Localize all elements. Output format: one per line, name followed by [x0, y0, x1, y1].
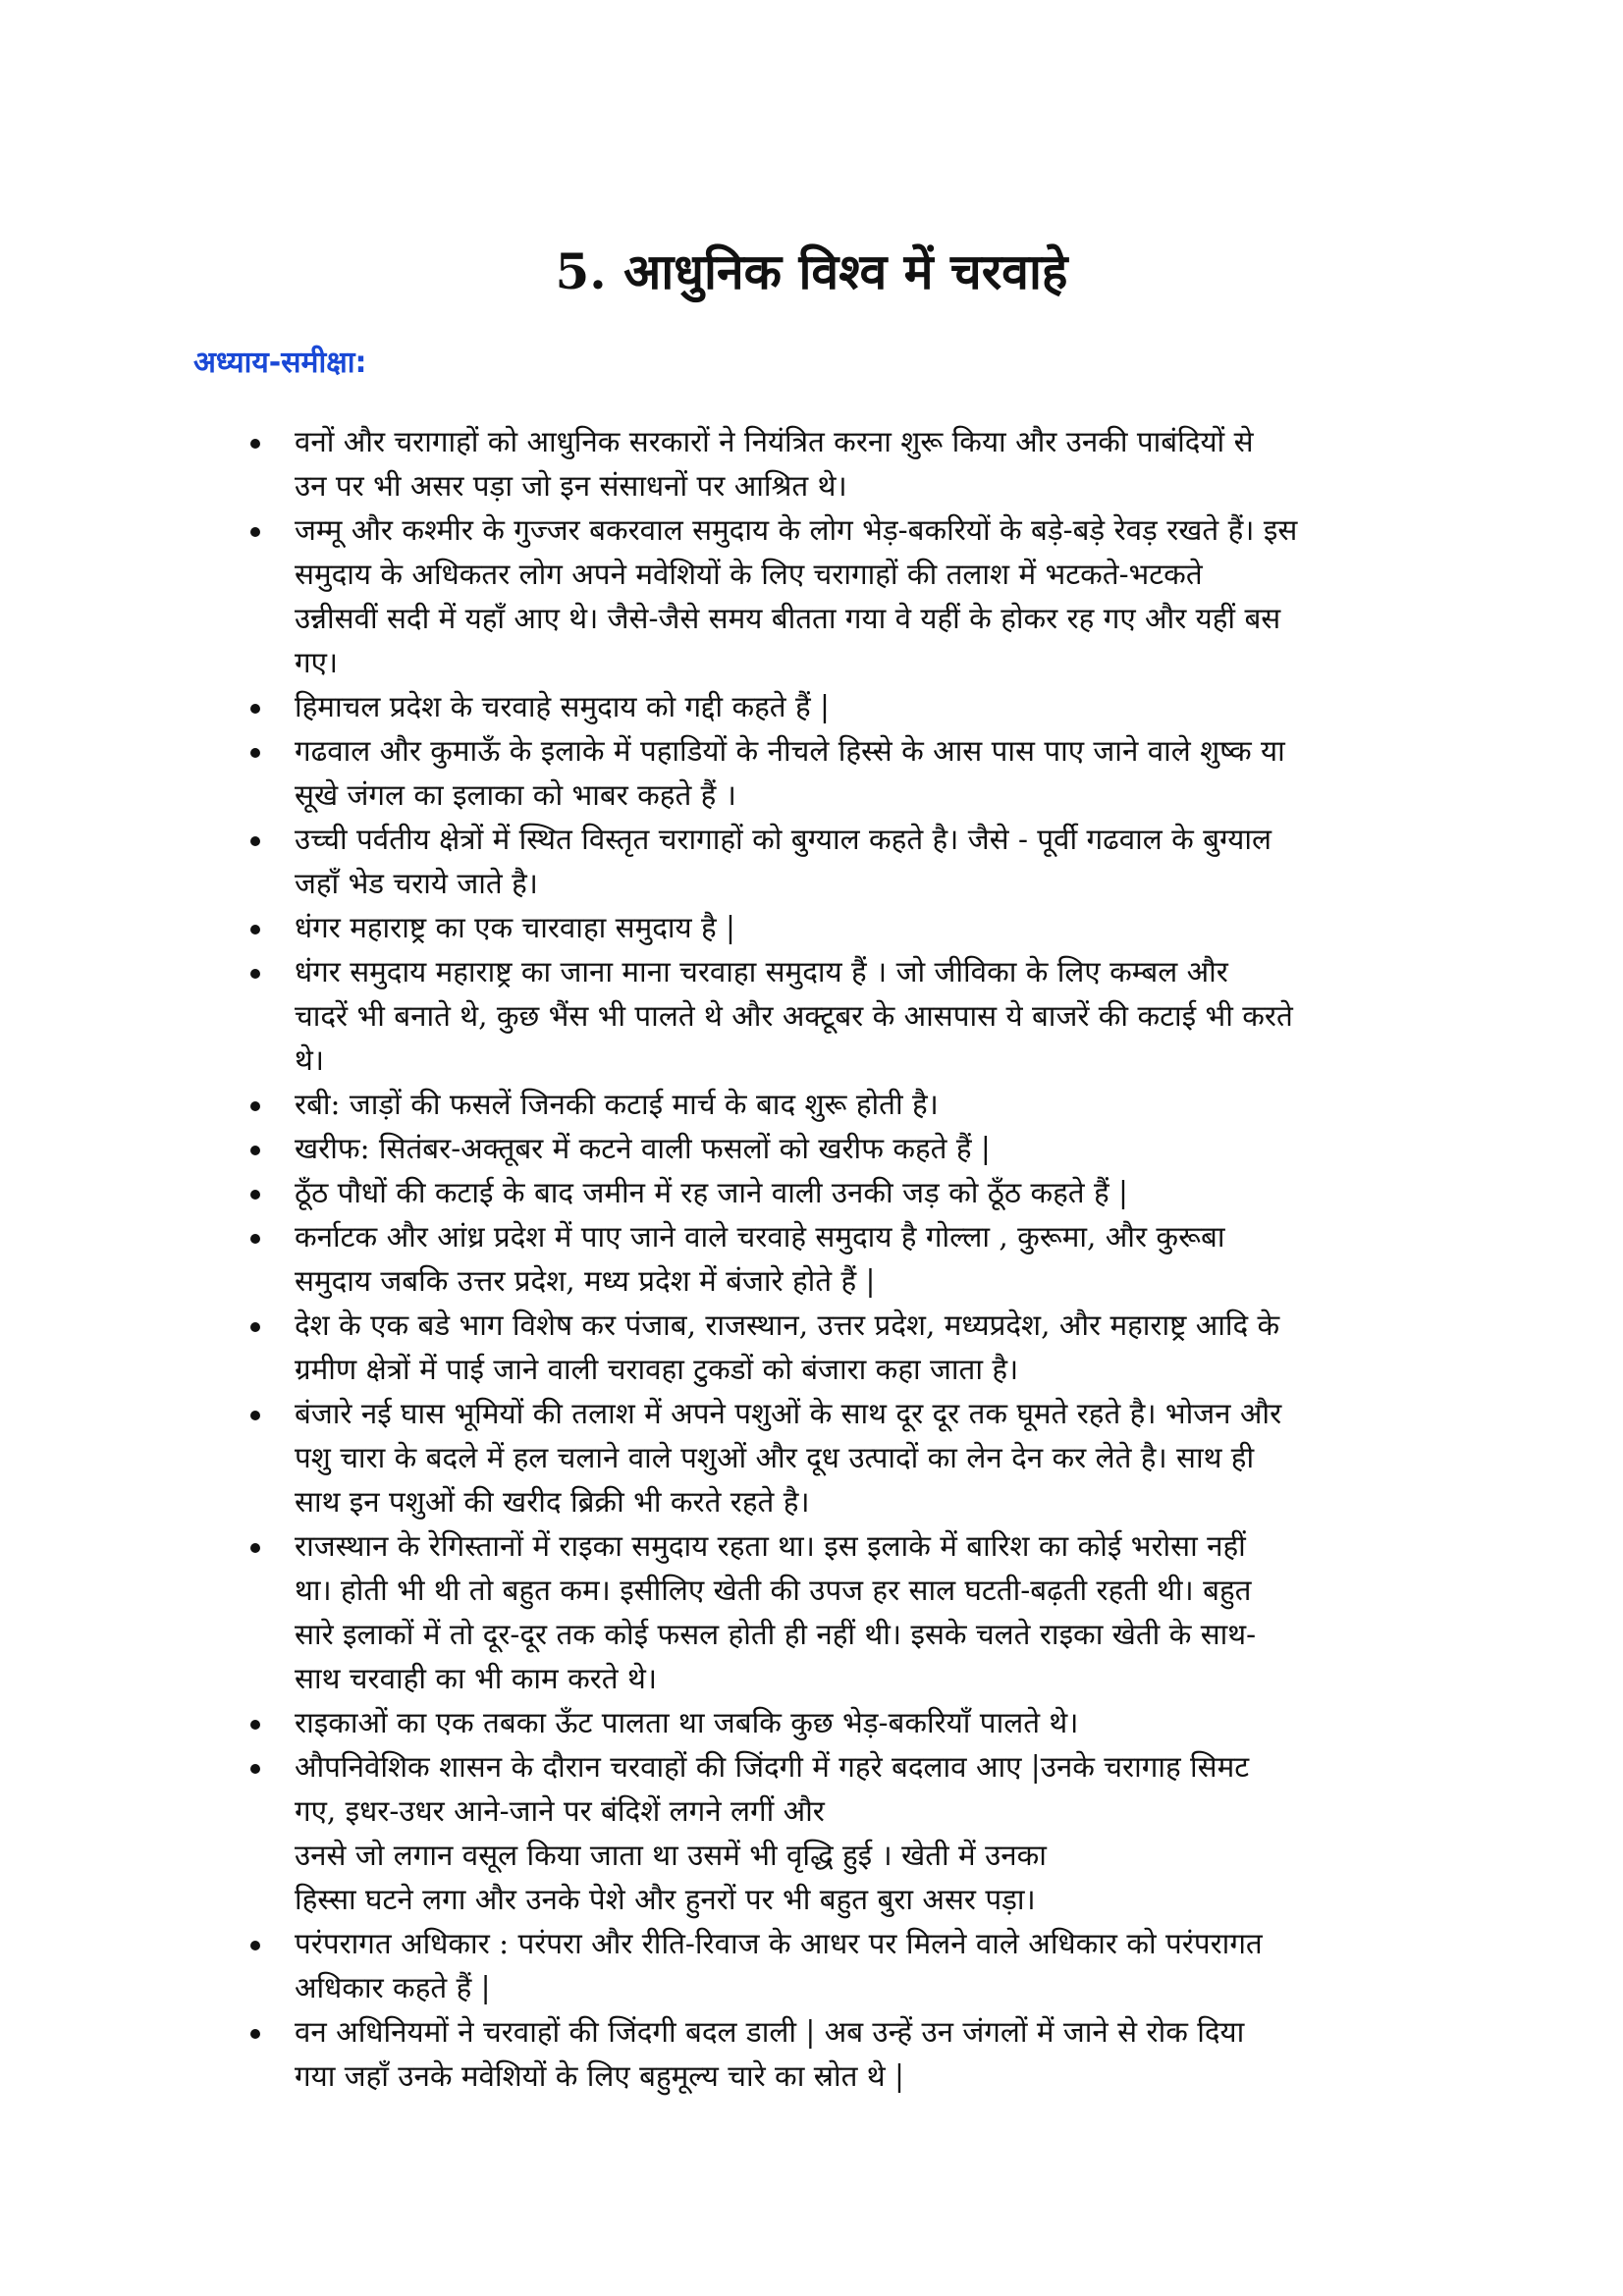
bullet-dot-icon [250, 1411, 260, 1420]
bullet-item [250, 818, 1429, 906]
bullet-line: हिस्सा घटने लगा और उनके पेशे और हुनरों पर भी बहुत बुरा असर पड़ा। [295, 1883, 1036, 1916]
section-heading: अध्याय-समीक्षा: [193, 346, 367, 380]
summary-bullet-list [250, 420, 1429, 2099]
bullet-line: सूखे जंगल का इलाका को भाबर कहते हैं । [295, 778, 736, 812]
bullet-item [250, 420, 1429, 508]
bullet-dot-icon [250, 704, 260, 714]
bullet-line: अधिकार कहते हैं | [295, 1971, 491, 2004]
bullet-item [250, 1701, 1429, 1745]
bullet-line: समुदाय जबकि उत्तर प्रदेश, मध्य प्रदेश में बंजारे होते हैं | [295, 1264, 876, 1298]
bullet-line: उन्नीसवीं सदी में यहाँ आए थे। जैसे-जैसे समय बीतता गया वे यहीं के होकर रह गए और यहीं बस [295, 602, 1281, 635]
bullet-line: परंपरागत अधिकार : परंपरा और रीति-रिवाज के आधर पर मिलने वाले अधिकार को परंपरागत [295, 1927, 1263, 1960]
bullet-dot-icon [250, 1146, 260, 1155]
bullet-dot-icon [250, 1322, 260, 1332]
bullet-item [250, 1304, 1429, 1392]
bullet-line: साथ चरवाही का भी काम करते थे। [295, 1662, 658, 1695]
bullet-item [250, 906, 1429, 950]
bullet-line: वनों और चरागाहों को आधुनिक सरकारों ने नियंत्रित करना शुरू किया और उनकी पाबंदियों से [295, 425, 1254, 458]
bullet-item [250, 1524, 1429, 1701]
bullet-dot-icon [250, 836, 260, 846]
bullet-line: कर्नाटक और आंध्र प्रदेश में पाए जाने वाले चरवाहे समुदाय है गोल्ला , कुरूमा, और कुरूबा [295, 1220, 1225, 1254]
bullet-line: गढवाल और कुमाऊँ के इलाके में पहाडियों के नीचले हिस्से के आस पास पाए जाने वाले शुष्क या [295, 734, 1285, 768]
bullet-line: चादरें भी बनाते थे, कुछ भैंस भी पालते थे और अक्टूबर के आसपास ये बाजरें की कटाई भी करते [295, 999, 1293, 1033]
bullet-dot-icon [250, 527, 260, 537]
bullet-dot-icon [250, 1941, 260, 1950]
bullet-dot-icon [250, 925, 260, 934]
bullet-item [250, 1745, 1429, 1922]
bullet-dot-icon [250, 969, 260, 979]
bullet-item [250, 685, 1429, 729]
bullet-line: ठूँठ पौधों की कटाई के बाद जमीन में रह जाने वाली उनकी जड़ को ठूँठ कहते हैं | [295, 1176, 1128, 1209]
bullet-line: सारे इलाकों में तो दूर-दूर तक कोई फसल होती ही नहीं थी। इसके चलते राइका खेती के साथ- [295, 1618, 1257, 1651]
bullet-item [250, 1392, 1429, 1524]
bullet-line: उन पर भी असर पड़ा जो इन संसाधनों पर आश्रित थे। [295, 469, 847, 503]
bullet-line: राजस्थान के रेगिस्तानों में राइका समुदाय रहता था। इस इलाके में बारिश का कोई भरोसा नहीं [295, 1529, 1246, 1563]
bullet-item [250, 2010, 1429, 2099]
bullet-line: धंगर समुदाय महाराष्ट्र का जाना माना चरवाहा समुदाय हैं । जो जीविका के लिए कम्बल और [295, 955, 1228, 988]
bullet-dot-icon [250, 748, 260, 758]
bullet-line: हिमाचल प्रदेश के चरवाहे समुदाय को गद्दी कहते हैं | [295, 690, 830, 723]
bullet-line: देश के एक बडे भाग विशेष कर पंजाब, राजस्थान, उत्तर प्रदेश, मध्यप्रदेश, और महाराष्ट्र आदि के [295, 1308, 1280, 1342]
bullet-line: खरीफ: सितंबर-अक्तूबर में कटने वाली फसलों को खरीफ कहते हैं | [295, 1132, 991, 1165]
bullet-line: उनसे जो लगान वसूल किया जाता था उसमें भी वृद्धि हुई । खेती में उनका [295, 1839, 1047, 1872]
bullet-line: रबी: जाड़ों की फसलें जिनकी कटाई मार्च के बाद शुरू होती है। [295, 1088, 939, 1121]
bullet-line: गया जहाँ उनके मवेशियों के लिए बहुमूल्य चारे का स्रोत थे | [295, 2059, 904, 2093]
bullet-item [250, 508, 1429, 685]
bullet-line: था। होती भी थी तो बहुत कम। इसीलिए खेती की उपज हर साल घटती-बढ़ती रहती थी। बहुत [295, 1574, 1252, 1607]
bullet-line: राइकाओं का एक तबका ऊँट पालता था जबकि कुछ भेड़-बकरियाँ पालते थे। [295, 1706, 1079, 1739]
bullet-line: धंगर महाराष्ट्र का एक चारवाहा समुदाय है | [295, 911, 735, 944]
bullet-dot-icon [250, 1101, 260, 1111]
bullet-dot-icon [250, 439, 260, 449]
bullet-dot-icon [250, 1764, 260, 1774]
bullet-item [250, 950, 1429, 1083]
page-title: 5. आधुनिक विश्व में चरवाहे [555, 242, 1068, 300]
bullet-line: पशु चारा के बदले में हल चलाने वाले पशुओं और दूध उत्पादों का लेन देन कर लेते है। साथ ही [295, 1441, 1255, 1474]
bullet-line: ग्रमीण क्षेत्रों में पाई जाने वाली चरावहा टुकडों को बंजारा कहा जाता है। [295, 1353, 1019, 1386]
bullet-line: थे। [295, 1043, 325, 1077]
bullet-item [250, 1083, 1429, 1127]
bullet-line: जहाँ भेड चराये जाते है। [295, 867, 538, 900]
bullet-dot-icon [250, 1234, 260, 1244]
bullet-dot-icon [250, 2029, 260, 2039]
bullet-dot-icon [250, 1720, 260, 1730]
bullet-item [250, 729, 1429, 818]
bullet-line: उच्ची पर्वतीय क्षेत्रों में स्थित विस्तृत चरागाहों को बुग्याल कहते है। जैसे - पूर्वी गढवाल के बुग्याल [295, 823, 1272, 856]
bullet-line: समुदाय के अधिकतर लोग अपने मवेशियों के लिए चरागाहों की तलाश में भटकते-भटकते [295, 558, 1203, 591]
bullet-item [250, 1922, 1429, 2010]
bullet-item [250, 1127, 1429, 1171]
bullet-line: गए, इधर-उधर आने-जाने पर बंदिशें लगने लगीं और [295, 1794, 825, 1828]
bullet-dot-icon [250, 1543, 260, 1553]
bullet-line: बंजारे नई घास भूमियों की तलाश में अपने पशुओं के साथ दूर दूर तक घूमते रहते है। भोजन और [295, 1397, 1282, 1430]
bullet-item [250, 1215, 1429, 1304]
bullet-line: जम्मू और कश्मीर के गुज्जर बकरवाल समुदाय के लोग भेड़-बकरियों के बड़े-बड़े रेवड़ रखते हैं। इस [295, 513, 1298, 547]
bullet-line: साथ इन पशुओं की खरीद ब्रिक्री भी करते रहते है। [295, 1485, 810, 1519]
bullet-item [250, 1171, 1429, 1215]
bullet-line: औपनिवेशिक शासन के दौरान चरवाहों की जिंदगी में गहरे बदलाव आए |उनके चरागाह सिमट [295, 1750, 1250, 1784]
bullet-line: वन अधिनियमों ने चरवाहों की जिंदगी बदल डाली | अब उन्हें उन जंगलों में जाने से रोक दिया [295, 2015, 1245, 2049]
bullet-line: गए। [295, 646, 339, 679]
bullet-dot-icon [250, 1190, 260, 1200]
